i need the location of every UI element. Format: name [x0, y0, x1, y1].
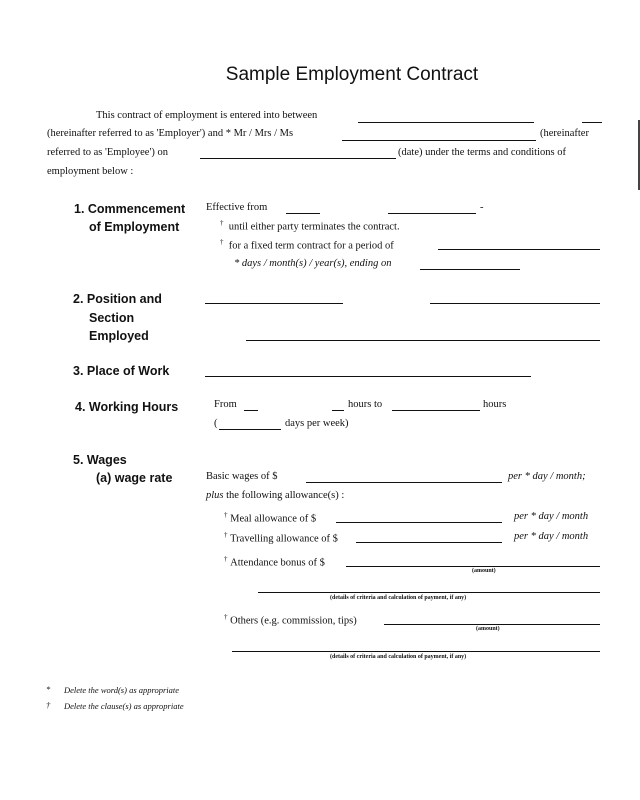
details-caption-1: (details of criteria and calculation of payment, if any) — [330, 595, 467, 601]
dagger-mark: † — [224, 613, 228, 621]
travel-allowance-label: Travelling allowance of $ — [230, 533, 338, 545]
travel-allowance-field[interactable] — [356, 542, 502, 543]
note-star-mark: * — [46, 684, 51, 694]
allowances-text: the following allowance(s) : — [226, 490, 345, 501]
meal-allowance-unit: per * day / month — [514, 511, 589, 522]
effective-from-field-2[interactable] — [388, 213, 476, 214]
from-label: From — [214, 399, 237, 410]
hours-label: hours — [483, 399, 507, 410]
page-title: Sample Employment Contract — [225, 64, 479, 85]
dagger-mark: † — [220, 219, 224, 227]
meal-allowance-label: Meal allowance of $ — [230, 513, 317, 525]
basic-wages-unit: per * day / month; — [508, 471, 586, 482]
note-star-text: Delete the word(s) as appropriate — [64, 685, 180, 695]
meal-allowance-option[interactable] — [224, 511, 316, 525]
section-2-heading-2: Section — [89, 311, 135, 325]
hours-from-field[interactable] — [244, 410, 258, 411]
effective-from-label: Effective from — [206, 202, 268, 213]
note-dagger-text: Delete the clause(s) as appropriate — [64, 701, 184, 711]
fixed-term-text: for a fixed term contract for a period of — [228, 240, 394, 252]
dagger-mark: † — [224, 511, 228, 519]
others-label: Others (e.g. commission, tips) — [230, 615, 357, 627]
intro-line-2a: (hereinafter referred to as 'Employer') and * Mr / Mrs / Ms — [47, 128, 294, 139]
note-dagger-mark: † — [46, 700, 51, 710]
dagger-mark: † — [220, 238, 224, 246]
travel-allowance-option[interactable] — [224, 531, 338, 545]
others-option[interactable] — [224, 613, 357, 627]
amount-caption-1: (amount) — [472, 568, 496, 574]
position-field[interactable] — [205, 303, 343, 304]
place-of-work-field[interactable] — [205, 376, 531, 377]
until-option[interactable] — [220, 219, 400, 233]
section-4-heading: 4. Working Hours — [75, 400, 179, 414]
date-field[interactable] — [200, 158, 396, 159]
plus-word: plus — [206, 490, 224, 501]
paren-open: ( — [214, 418, 218, 429]
section-5-heading: 5. Wages — [73, 453, 127, 467]
basic-wages-label: Basic wages of $ — [206, 471, 278, 482]
section-1-heading-2: of Employment — [89, 220, 180, 234]
employee-name-field[interactable] — [342, 140, 536, 141]
hours-to-label: hours to — [348, 399, 383, 410]
basic-wages-field[interactable] — [306, 482, 502, 483]
intro-line-3a: referred to as 'Employee') on — [47, 147, 168, 158]
days-per-week-label: days per week) — [285, 418, 349, 429]
details-caption-2: (details of criteria and calculation of payment, if any) — [330, 654, 467, 660]
attendance-bonus-option[interactable] — [224, 555, 325, 569]
ending-date-field[interactable] — [420, 269, 520, 270]
position-section-field-2[interactable] — [246, 340, 600, 341]
hours-from-field-2[interactable] — [332, 410, 344, 411]
amount-caption-2: (amount) — [476, 626, 500, 632]
attendance-bonus-label: Attendance bonus of $ — [230, 557, 325, 569]
section-1-heading: 1. Commencement — [74, 202, 186, 216]
section-3-heading: 3. Place of Work — [73, 364, 170, 378]
meal-allowance-field[interactable] — [336, 522, 502, 523]
section-2-heading: 2. Position and — [73, 292, 162, 306]
section-field[interactable] — [430, 303, 600, 304]
intro-line-4: employment below : — [47, 166, 134, 177]
attendance-details-field[interactable] — [258, 592, 600, 593]
dagger-mark: † — [224, 555, 228, 563]
plus-allowances-line — [206, 490, 344, 501]
period-units-text: * days / month(s) / year(s), ending on — [234, 258, 392, 269]
intro-line-3b: (date) under the terms and conditions of — [398, 147, 566, 158]
until-option-text: until either party terminates the contract. — [228, 221, 400, 233]
attendance-bonus-field[interactable] — [346, 566, 600, 567]
intro-line-2b: (hereinafter — [540, 128, 589, 139]
others-details-field[interactable] — [232, 651, 600, 652]
section-2-heading-3: Employed — [89, 329, 149, 343]
dagger-mark: † — [224, 531, 228, 539]
effective-from-field[interactable] — [286, 213, 320, 214]
employer-name-field[interactable] — [358, 122, 534, 123]
days-per-week-field[interactable] — [219, 429, 281, 430]
fixed-term-option[interactable] — [220, 238, 394, 252]
travel-allowance-unit: per * day / month — [514, 531, 589, 542]
intro-line-1: This contract of employment is entered into between — [96, 110, 318, 121]
wage-rate-heading: (a) wage rate — [96, 471, 173, 485]
hours-to-field[interactable] — [392, 410, 480, 411]
fixed-term-period-field[interactable] — [438, 249, 600, 250]
employer-name-field-end[interactable] — [582, 122, 602, 123]
others-amount-field[interactable] — [384, 624, 600, 625]
